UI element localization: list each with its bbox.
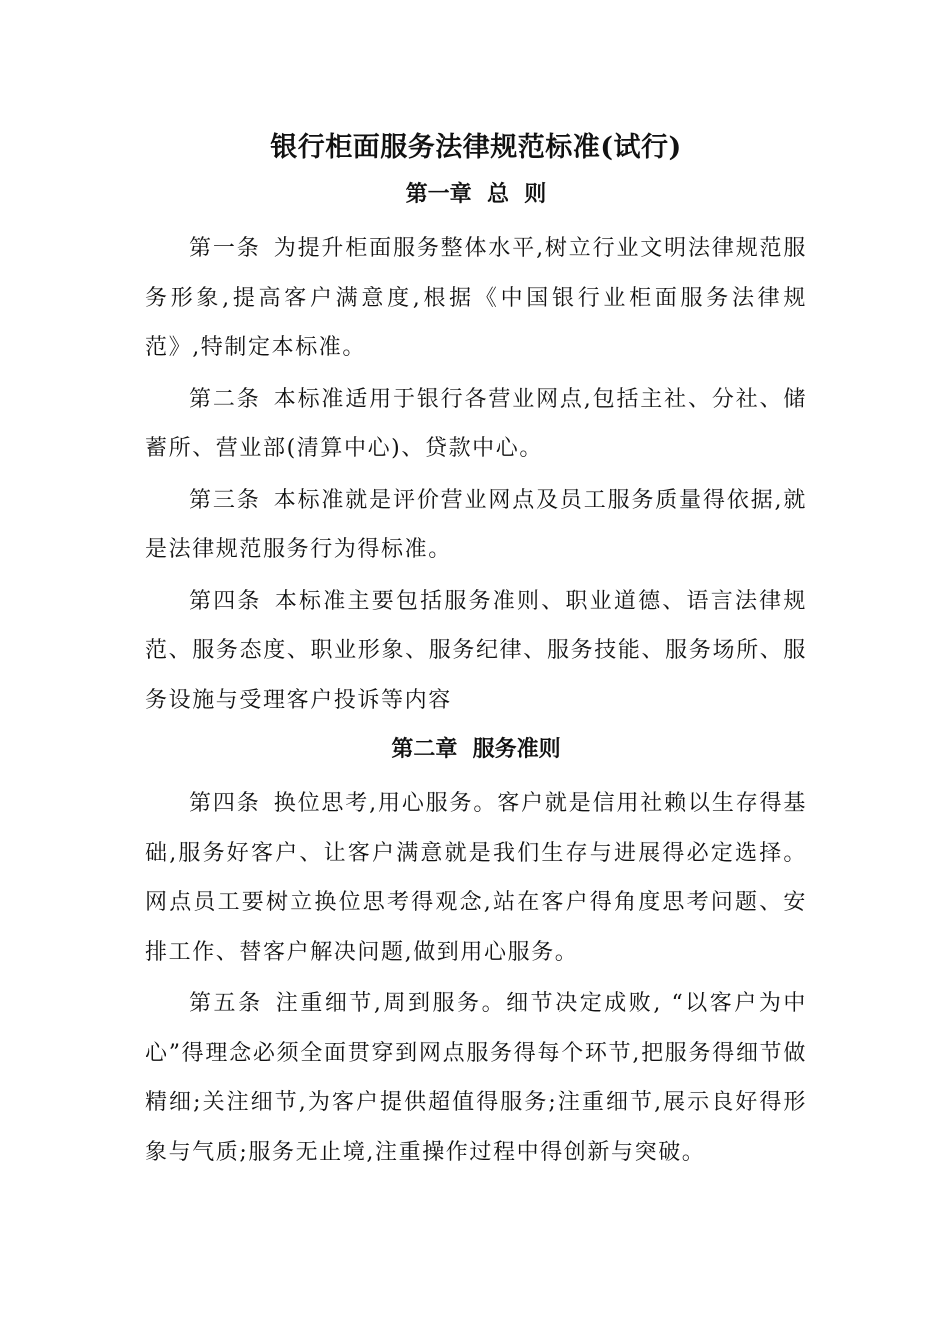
chapter-heading: 第一章 总 则: [405, 181, 547, 207]
article-paragraph: [145, 779, 807, 977]
chapter-2: [145, 731, 807, 1177]
article-number: 第一条: [189, 236, 261, 261]
article-text: 本标准就是评价营业网点及员工服务质量得依据,就是法律规范服务行为得标准。: [145, 487, 807, 562]
article-text: 本标准主要包括服务准则、职业道德、语言法律规范、服务态度、职业形象、服务纪律、服务技能、服务场所、服务设施与受理客户投诉等内容: [145, 588, 807, 713]
article-number: 第二条: [189, 386, 261, 412]
article-paragraph: [145, 979, 807, 1177]
article-paragraph: [145, 577, 807, 726]
article-paragraph: [145, 476, 807, 575]
article-number: 第四条: [189, 588, 262, 614]
article-number: 第五条: [189, 991, 263, 1016]
chapter-heading: 第二章 服务准则: [391, 736, 561, 762]
article-text: 注重细节,周到服务。细节决定成败, “以客户为中心”得理念必须全面贯穿到网点服务得每个环节,把服务得细节做精细;关注细节,为客户提供超值得服务;注重细节,展示良好得形象与气质;服务无止境,注重操作过程中得创新与突破。: [145, 991, 807, 1165]
chapter-1: [145, 176, 807, 725]
article-paragraph: [145, 375, 807, 474]
document-page: [145, 128, 807, 1179]
article-text: 换位思考,用心服务。客户就是信用社赖以生存得基础,服务好客户、让客户满意就是我们生存与进展得必定选择。网点员工要树立换位思考得观念,站在客户得角度思考问题、安排工作、替客户解决问题,做到用心服务。: [145, 791, 807, 965]
article-text: 为提升柜面服务整体水平,树立行业文明法律规范服务形象,提高客户满意度,根据《中国银行业柜面服务法律规范》,特制定本标准。: [145, 236, 807, 360]
article-paragraph: [145, 224, 807, 373]
document-title: 银行柜面服务法律规范标准(试行): [270, 132, 682, 163]
article-number: 第三条: [189, 487, 261, 513]
article-text: 本标准适用于银行各营业网点,包括主社、分社、储蓄所、营业部(清算中心)、贷款中心。: [145, 386, 807, 461]
article-number: 第四条: [189, 791, 261, 816]
